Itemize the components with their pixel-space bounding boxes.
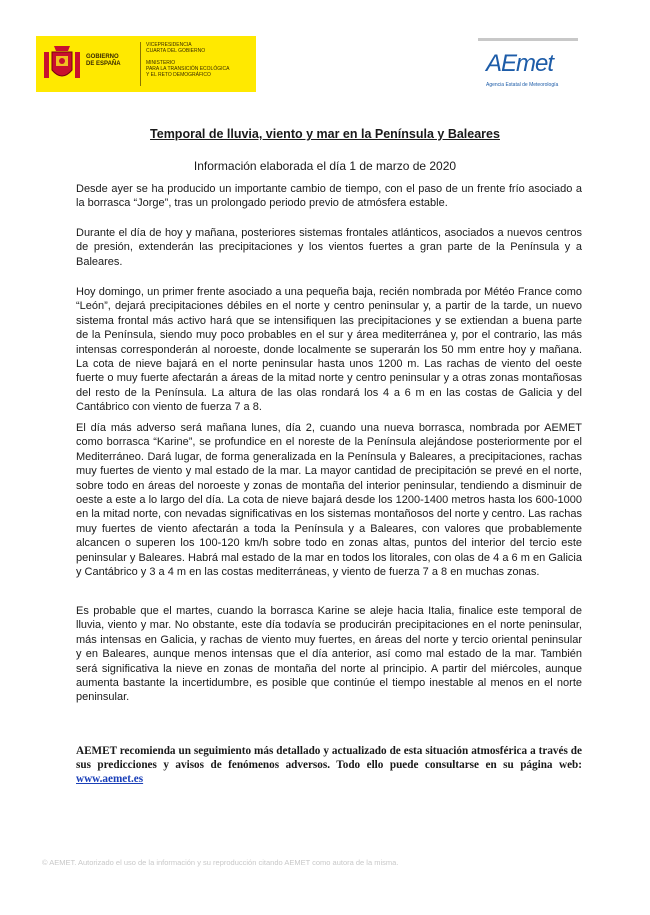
document-title: Temporal de lluvia, viento y mar en la Península y Baleares [150, 127, 500, 141]
aemet-caption: Agencia Estatal de Meteorología [486, 82, 559, 88]
gov-name: GOBIERNO DE ESPAÑA [86, 54, 121, 67]
paragraph-1: Desde ayer se ha producido un importante cambio de tiempo, con el paso de un frente frío asociado a la borrasca “Jorge”, tras un prolongado periodo previo de atmósfera estable. [76, 183, 582, 210]
paragraph-3: Hoy domingo, un primer frente asociado a una pequeña baja, recién nombrada por Météo France como “León”, dejará precipitaciones débiles en el norte y centro peninsular y, a partir de la tarde, un nuevo sistema frontal más activo hará que se intensifiquen las precipitaciones y se extiendan a buena parte de la Península, siendo muy poco probables en el sur y área mediterránea y, por el contrario, las más intensas corresponderán al noroeste, donde localmente se superarán los 50 mm entre hoy y mañana. La cota de nieve bajará en el norte peninsular hasta unos 1200 m. Las rachas de viento del oeste fuerte o muy fuerte afectarán a áreas de la mitad norte y centro peninsular y a otras zonas montañosas del resto de la Península. La altura de las olas rondará los 4 a 6 m en las costas de Galicia y del Cantábrico con viento de fuerza 7 a 8. [76, 286, 582, 414]
gobierno-logo [36, 36, 256, 92]
paragraph-2: Durante el día de hoy y mañana, posteriores sistemas frontales atlánticos, asociados a nuevos centros de presión, extenderán las precipitaciones y los vientos fuertes a gran parte de la Península y a Baleares. [76, 227, 582, 268]
copyright-footer: © AEMET. Autorizado el uso de la información y su reproducción citando AEMET como autora de la misma. [42, 858, 399, 867]
aemet-wordmark: AEmet [486, 50, 554, 77]
aemet-logo-bar [478, 38, 578, 41]
paragraph-4: El día más adverso será mañana lunes, día 2, cuando una nueva borrasca, nombrada por AEMET como borrasca “Karine”, se profundice en el noreste de la Península alejándose posteriormente por el Mediterráneo. Dará lugar, de forma generalizada en la Península y Baleares, a precipitaciones, rachas muy fuertes de viento y mal estado de la mar. La mayor cantidad de precipitación se prevé en el norte, sobre todo en áreas del noroeste y zonas de montaña del interior peninsular, tendiendo a disminuir de oeste a este a lo largo del día. La cota de nieve bajará desde los 1200-1400 metros hasta los 600-1000 en la mitad norte, con nevadas significativas en los sistemas montañosos del norte y centro. Las rachas muy fuertes de viento afectarán a toda la Península y a Baleares, con valores que probablemente alcancen o superen los 100-120 km/h sobre todo en zonas altas, puntos del interior del tercio este peninsular y Baleares. Habrá mal estado de la mar en todos los litorales, con olas de 4 a 6 m en Galicia y Cantábrico y 3 a 4 m en las costas mediterráneas, y viento de fuerza 7 a 8 en muchas zonas. [76, 422, 582, 579]
paragraph-5: Es probable que el martes, cuando la borrasca Karine se aleje hacia Italia, finalice este temporal de lluvia, viento y mar. No obstante, este día todavía se producirán precipitaciones en el norte peninsular, más intensas en Galicia, y rachas de viento muy fuertes, en áreas del norte y tercio oriental peninsular y en Baleares, aunque menos intensas que el día anterior, así como mal estado de la mar. También será significativa la nieve en zonas de montaña del norte al principio. A partir del miércoles, aunque aumenta bastante la incertidumbre, es posible que continúe el tiempo inestable al menos en el norte peninsular. [76, 605, 582, 704]
document-date: Información elaborada el día 1 de marzo de 2020 [193, 159, 457, 173]
gov-vicepresidency: VICEPRESIDENCIA CUARTA DEL GOBIERNO [146, 42, 206, 54]
recommendation-text: AEMET recomienda un seguimiento más detallado y actualizado de esta situación atmosférica a través de sus predicciones y avisos de fenómenos adversos. Todo ello puede consultarse en su página web: [76, 745, 582, 771]
gov-divider [140, 42, 141, 86]
aemet-logo [478, 38, 578, 94]
recommendation [76, 744, 582, 786]
coat-of-arms-icon [42, 42, 82, 86]
aemet-website-link[interactable]: www.aemet.es [76, 773, 144, 785]
gov-ministry: MINISTERIO PARA LA TRANSICIÓN ECOLÓGICA Y EL RETO DEMOGRÁFICO [146, 60, 230, 78]
